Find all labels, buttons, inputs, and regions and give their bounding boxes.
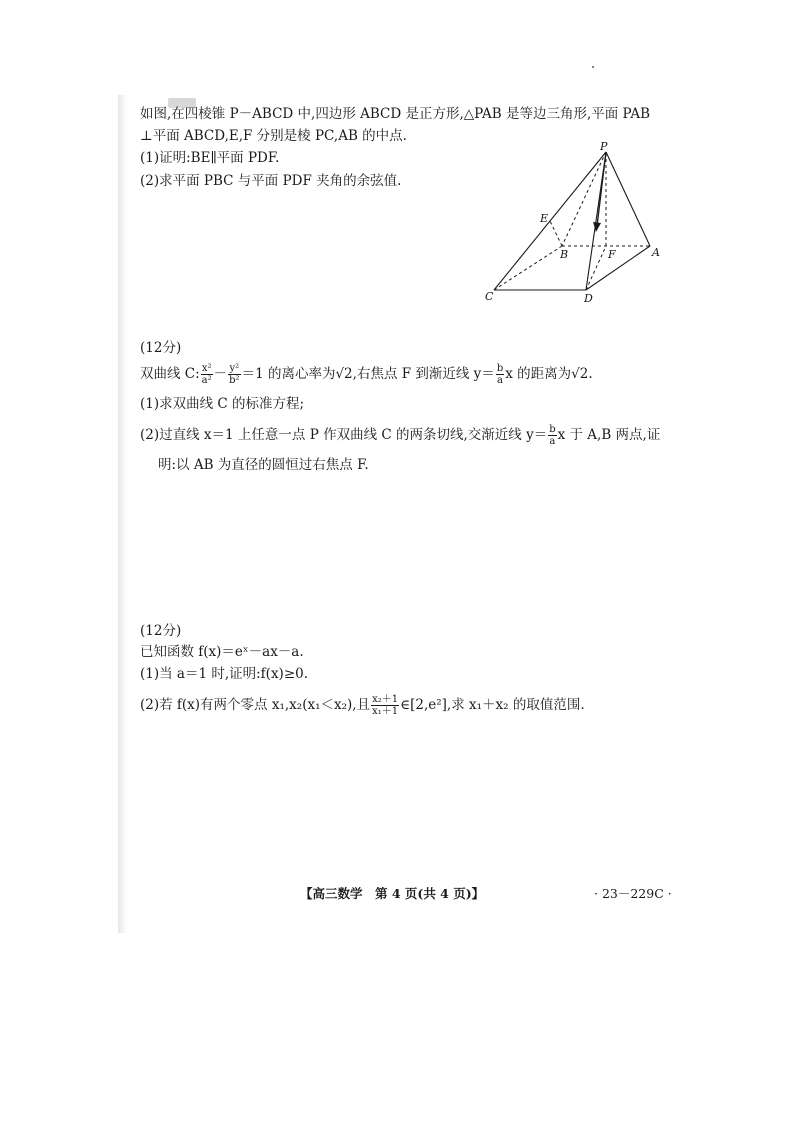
- function-part1: (1)当 a＝1 时,证明:f(x)≥0.: [140, 666, 309, 682]
- edge-BE: [550, 221, 562, 246]
- function-part2: [140, 694, 680, 717]
- hyperbola-part2-a: (2)过直线 x＝1 上任意一点 P 作双曲线 C 的两条切线,交渐近线 y＝: [140, 427, 548, 443]
- hyperbola-stem-c: x 的距离为√2.: [505, 366, 593, 382]
- frac-b-a-2: $\frac{b}{a}$: [549, 424, 556, 447]
- hyperbola-stem-b: ＝1 的离心率为√2,右焦点 F 到渐近线 y＝: [241, 366, 495, 382]
- function-score: (12分): [140, 623, 182, 639]
- function-part2-a: (2)若 f(x)有两个零点 x₁,x₂(x₁＜x₂),且: [140, 697, 371, 713]
- function-stem: 已知函数 f(x)＝eˣ－ax－a.: [140, 644, 304, 660]
- geometry-stem-line2: ⊥平面 ABCD,E,F 分别是棱 PC,AB 的中点.: [140, 128, 407, 144]
- frac-x2-x1: $\frac{\text{x₂＋1}}{\text{x₁＋1}}$: [372, 694, 399, 717]
- edge-PA: [606, 152, 650, 246]
- frac-b-a: $\frac{b}{a}$: [496, 363, 504, 386]
- geometry-stem-line1: 如图,在四棱锥 P－ABCD 中,四边形 ABCD 是正方形,△PAB 是等边三角形,平面 PAB: [140, 106, 651, 122]
- hyperbola-part1: (1)求双曲线 C 的标准方程;: [140, 396, 305, 412]
- frac-x2-a2: $\frac{\text{x²}}{\text{a²}}$: [201, 363, 212, 386]
- page-footer: 【高三数学 第 4 页(共 4 页)】: [300, 886, 485, 901]
- label-F: F: [608, 248, 616, 261]
- hyperbola-part2-cont: 明:以 AB 为直径的圆恒过右焦点 F.: [158, 457, 369, 473]
- exam-code: · 23－229C ·: [594, 886, 672, 901]
- hyperbola-stem-a: 双曲线 C:: [140, 366, 200, 382]
- edge-PF-arrow: [597, 152, 606, 226]
- function-part2-b: ∈[2,e²],求 x₁＋x₂ 的取值范围.: [400, 697, 585, 713]
- frac-y2-b2: $\frac{\text{y²}}{\text{b²}}$: [229, 363, 240, 386]
- hyperbola-part2-b: x 于 A,B 两点,证: [557, 427, 661, 443]
- label-E: E: [540, 212, 549, 225]
- scan-shadow-edge: [118, 95, 128, 933]
- geometry-part1: (1)证明:BE∥平面 PDF.: [140, 150, 280, 166]
- label-B: B: [560, 248, 569, 261]
- label-D: D: [584, 292, 593, 305]
- minus-sign: －: [213, 366, 228, 382]
- label-C: C: [485, 290, 494, 303]
- hyperbola-stem: [140, 363, 680, 386]
- scan-dot: [592, 66, 594, 68]
- geometry-part2: (2)求平面 PBC 与平面 PDF 夹角的余弦值.: [140, 173, 402, 189]
- edge-BC: [494, 246, 562, 290]
- label-P: P: [600, 140, 608, 153]
- pyramid-figure: [480, 140, 670, 310]
- hyperbola-score: (12分): [140, 340, 182, 356]
- hyperbola-part2: [140, 424, 680, 447]
- label-A: A: [652, 246, 660, 259]
